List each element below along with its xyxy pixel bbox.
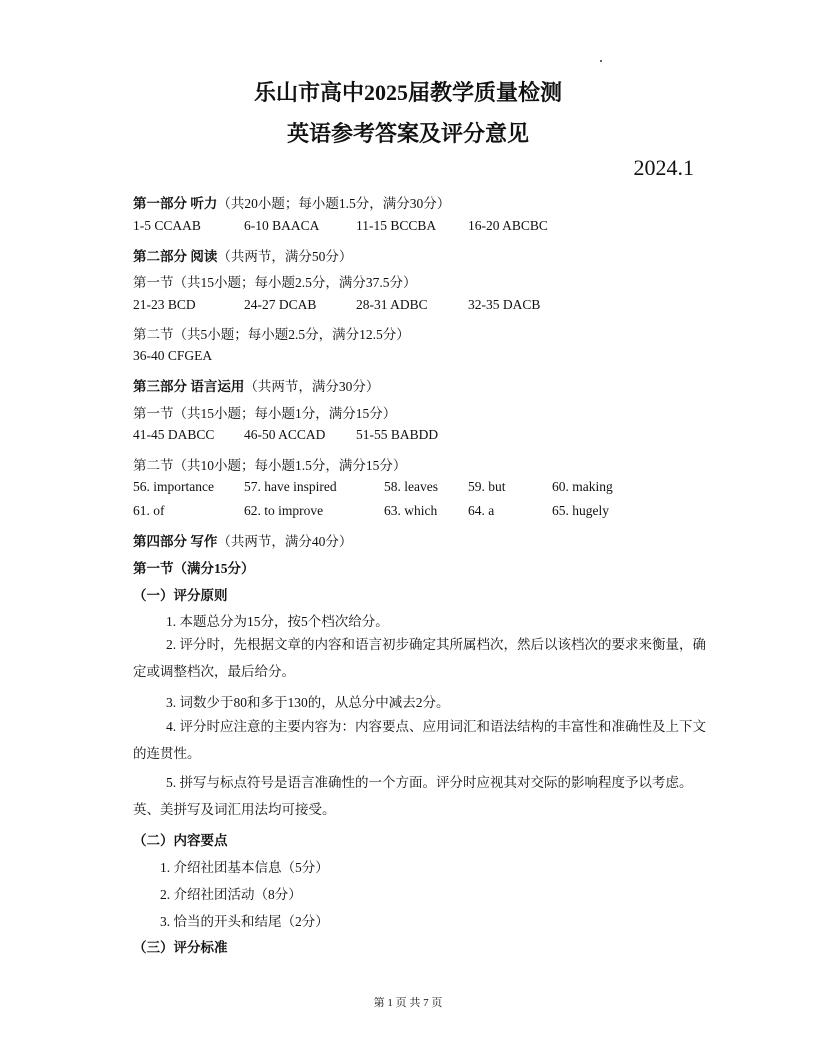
- part3-answer-1: 41-45 DABCC: [133, 427, 215, 442]
- principle-5: 5. 拼写与标点符号是语言准确性的一个方面。评分时应视其对交际的影响程度予以考虑。英、美拼写及词汇用法均可接受。: [133, 775, 693, 817]
- corner-mark: [600, 60, 602, 62]
- part4-section1: 第一节（满分15分）: [133, 561, 255, 576]
- principle-4: 4. 评分时应注意的主要内容为：内容要点、应用词汇和语法结构的丰富性和准确性及上下文的连贯性。: [133, 719, 706, 761]
- fill-answer-56: 56. importance: [133, 479, 214, 494]
- part2-section2: 第二节（共5小题；每小题2.5分，满分12.5分）: [133, 327, 410, 342]
- fill-answer-60: 60. making: [552, 479, 613, 494]
- fill-answer-64: 64. a: [468, 503, 495, 518]
- part2-answer-2: 24-27 DCAB: [244, 297, 317, 312]
- part3-header: [133, 375, 379, 395]
- part3-section1: 第一节（共15小题；每小题1分，满分15分）: [133, 406, 397, 421]
- part2-answer-1: 21-23 BCD: [133, 297, 196, 312]
- part3-info: （共两节，满分30分）: [244, 379, 380, 394]
- part1-answer-2: 6-10 BAACA: [244, 218, 320, 233]
- fill-answer-65: 65. hugely: [552, 503, 609, 518]
- fill-answer-61: 61. of: [133, 503, 165, 518]
- fill-answer-63: 63. which: [384, 503, 438, 518]
- point-3: 3. 恰当的开头和结尾（2分）: [160, 914, 329, 929]
- principle-2: 2. 评分时，先根据文章的内容和语言初步确定其所属档次，然后以该档次的要求来衡量，确定或调整档次，最后给分。: [133, 637, 706, 679]
- part3-section2: 第二节（共10小题；每小题1.5分，满分15分）: [133, 458, 407, 473]
- part4-heading: 第四部分 写作: [133, 534, 218, 549]
- fill-answer-62: 62. to improve: [244, 503, 324, 518]
- part1-heading: 第一部分 听力: [133, 196, 218, 211]
- part4-header: [133, 530, 352, 550]
- principle-3: 3. 词数少于80和多于130的，从总分中减去2分。: [166, 695, 450, 710]
- part2-info: （共两节，满分50分）: [217, 249, 353, 264]
- page-footer: 第 1 页 共 7 页: [373, 997, 443, 1009]
- document-date: 2024.1: [633, 155, 694, 180]
- part4-info: （共两节，满分40分）: [217, 534, 353, 549]
- part1-header: [133, 192, 450, 212]
- part1-answer-1: 1-5 CCAAB: [133, 218, 201, 233]
- part3-answer-2: 46-50 ACCAD: [244, 427, 326, 442]
- part3-heading: 第三部分 语言运用: [133, 379, 245, 394]
- fill-answer-57: 57. have inspired: [244, 479, 337, 494]
- criteria-title: （三）评分标准: [133, 940, 228, 955]
- fill-answer-59: 59. but: [468, 479, 506, 494]
- part2-section2-answer: 36-40 CFGEA: [133, 348, 213, 363]
- point-1: 1. 介绍社团基本信息（5分）: [160, 860, 329, 875]
- page-title: 乐山市高中2025届教学质量检测: [253, 80, 562, 105]
- part2-section1: 第一节（共15小题；每小题2.5分，满分37.5分）: [133, 275, 417, 290]
- part3-answer-3: 51-55 BABDD: [356, 427, 439, 442]
- part2-header: [133, 245, 352, 265]
- fill-answer-58: 58. leaves: [384, 479, 438, 494]
- part1-answer-4: 16-20 ABCBC: [468, 218, 548, 233]
- page-subtitle: 英语参考答案及评分意见: [286, 121, 529, 146]
- part1-info: （共20小题；每小题1.5分，满分30分）: [217, 196, 451, 211]
- part1-answer-3: 11-15 BCCBA: [356, 218, 437, 233]
- points-title: （二）内容要点: [133, 833, 228, 848]
- principles-title: （一）评分原则: [133, 588, 228, 603]
- principle-1: 1. 本题总分为15分，按5个档次给分。: [166, 614, 389, 629]
- part2-answer-3: 28-31 ADBC: [356, 297, 428, 312]
- part2-answer-4: 32-35 DACB: [468, 297, 541, 312]
- part2-heading: 第二部分 阅读: [133, 249, 218, 264]
- point-2: 2. 介绍社团活动（8分）: [160, 887, 302, 902]
